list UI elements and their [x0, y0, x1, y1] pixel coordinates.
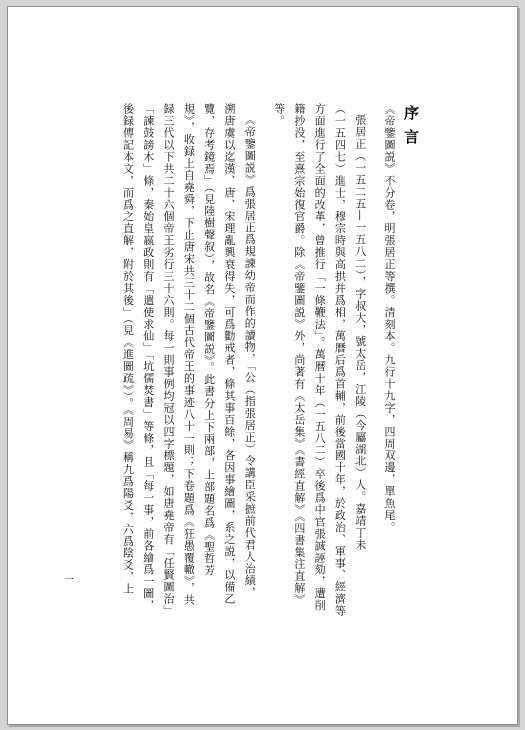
- page-title: 序言: [402, 105, 420, 153]
- text-column: 《帝鑒圖説》爲張居正爲規諫幼帝而作的讀物，「公（指張居正）令講臣采摭前代君人治績，: [243, 114, 257, 599]
- text-column: 溯唐虞以迄漢、唐、宋理亂興衰得失，可爲勸戒者，條其事百餘，各因事繪圖，系之説，以備乙: [222, 103, 236, 605]
- text-column: 録三代以下共二十六個帝王劣行三十六則。每一則事例均冠以四字標題，如唐堯帝有「任賢圖治」: [162, 103, 176, 617]
- text-column: 《帝鑒圖説》不分卷，明張居正等撰。清刻本。九行十九字，四周双邊，單魚尾。: [383, 103, 396, 534]
- body-text: [117, 103, 425, 663]
- text-column: 「諫鼓謗木」條，秦始皇嬴政則有「遣使求仙」「坑儒焚書」等條，且「每一事，前各繪爲一圖，: [141, 103, 155, 612]
- text-column: 覽，存考鏡焉」（見陸樹聲叙），故名《帝鑒圖説》。此書分上下兩部，上部題名爲《聖哲芳: [202, 103, 216, 577]
- text-column: 等。: [272, 103, 286, 127]
- page-number: 一: [64, 575, 74, 586]
- text-column: 張居正（一五二五—一五八二），字叔大，號太岳，江陵（今屬湖北）人。嘉靖丁未: [353, 114, 367, 551]
- text-column: 籍抄没，至熹宗始復官爵。除《帝鑒圖説》外，尚著有《太岳集》《書經直解》《四書集注直解》: [292, 103, 306, 606]
- text-column: 後録傳記本文，而爲之直解，附於其後」（見《進圖疏》）。《周易》稱九爲陽爻，六爲陰爻，上: [121, 103, 135, 595]
- text-column: 方面進行了全面的改革，曾推行「一條鞭法」。萬曆十年（一五八二）卒後爲中官張誠誣劾，遭削: [313, 103, 327, 612]
- text-column: 規》，收録上自堯舜，下止唐宋共三十二個古代帝王的事迹八十一則；下卷題爲《狂愚覆轍》，共: [182, 103, 196, 606]
- document-page: [7, 6, 518, 725]
- text-column: （一五四七）進士，穆宗時與高拱并爲相，萬曆后爲首輔，前後當國十年，於政治、軍事、經濟等: [333, 103, 347, 617]
